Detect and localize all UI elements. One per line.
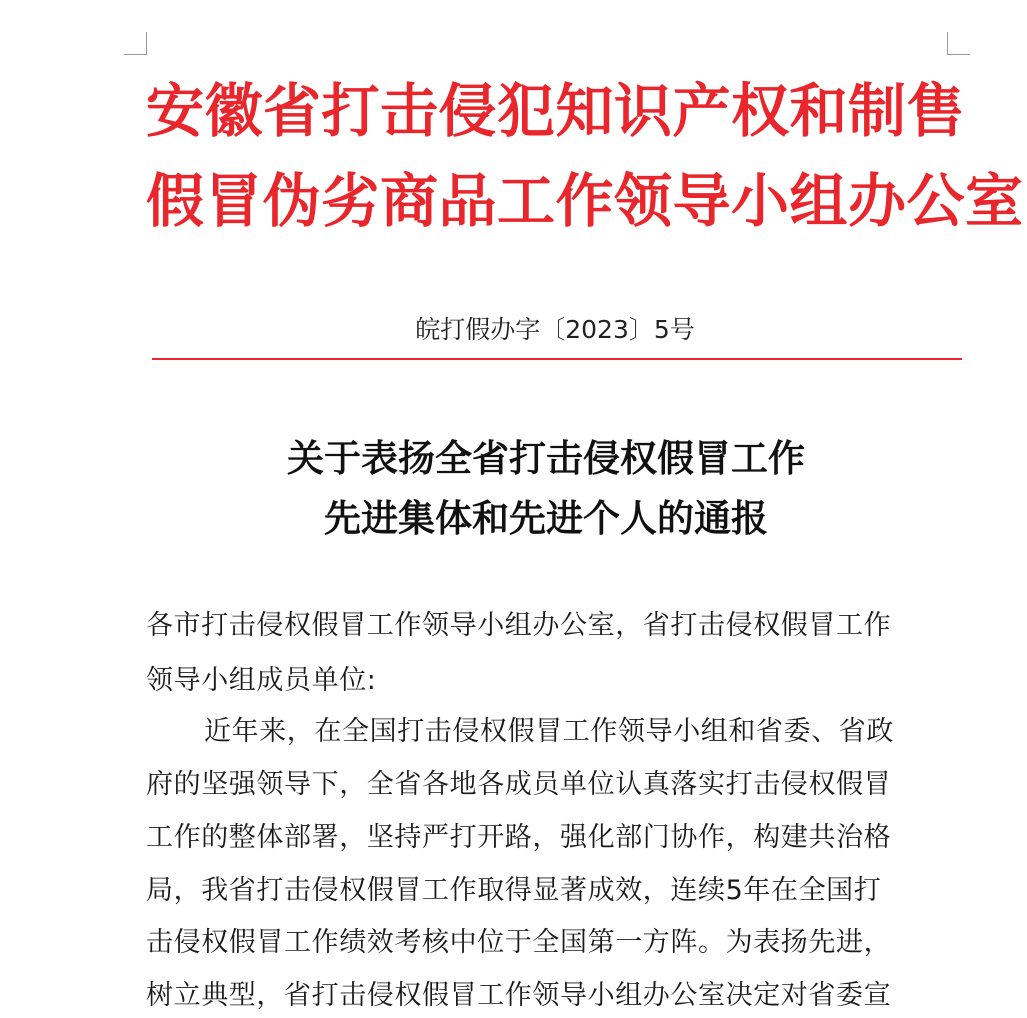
- paragraph-line: 工作的整体部署，坚持严打开路，强化部门协作，构建共治格: [146, 822, 892, 853]
- issuing-org-line-2: 假冒伪劣商品工作领导小组办公室: [146, 167, 1024, 235]
- paragraph-line: 近年来，在全国打击侵权假冒工作领导小组和省委、省政: [204, 716, 894, 747]
- salutation-line-2: 领导小组成员单位:: [146, 665, 377, 696]
- salutation-line-1: 各市打击侵权假冒工作领导小组办公室，省打击侵权假冒工作: [146, 610, 892, 641]
- paragraph-line: 府的坚强领导下，全省各地各成员单位认真落实打击侵权假冒: [146, 769, 892, 800]
- issuing-org-line-1: 安徽省打击侵犯知识产权和制售: [146, 77, 966, 145]
- crop-mark-top-left: [124, 32, 147, 55]
- document-title-line-2: 先进集体和先进个人的通报: [324, 497, 768, 540]
- paragraph-line: 局，我省打击侵权假冒工作取得显著成效，连续5年在全国打: [146, 875, 882, 906]
- document-number: 皖打假办字〔2023〕5号: [415, 315, 695, 344]
- crop-mark-top-right: [947, 32, 970, 55]
- paragraph-line: 树立典型，省打击侵权假冒工作领导小组办公室决定对省委宣: [146, 980, 892, 1011]
- red-separator-rule: [152, 358, 962, 360]
- document-title-line-1: 关于表扬全省打击侵权假冒工作: [287, 437, 805, 480]
- paragraph-line: 击侵权假冒工作绩效考核中位于全国第一方阵。为表扬先进，: [146, 927, 892, 958]
